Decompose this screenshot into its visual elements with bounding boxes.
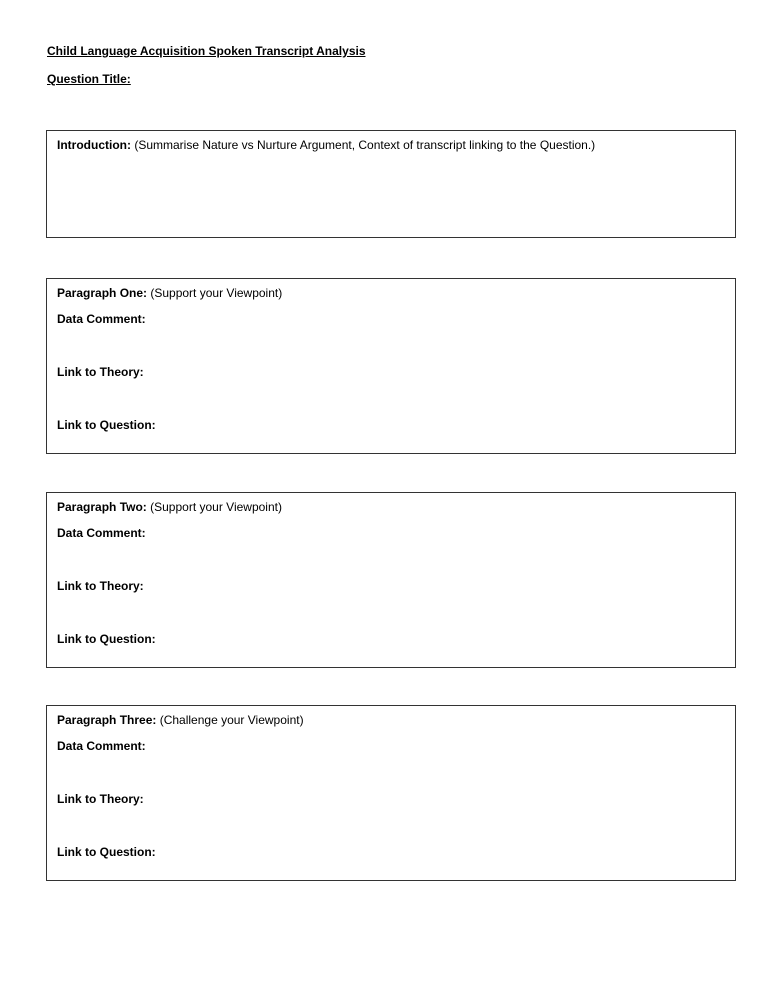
paragraph-three-heading [57, 713, 304, 727]
introduction-label: Introduction: [57, 138, 131, 152]
paragraph-hint: (Support your Viewpoint) [147, 286, 283, 300]
link-theory-label: Link to Theory: [57, 579, 144, 593]
paragraph-label: Paragraph Two: [57, 500, 147, 514]
data-comment-label: Data Comment: [57, 526, 146, 540]
paragraph-label: Paragraph Three: [57, 713, 157, 727]
link-question-label: Link to Question: [57, 845, 156, 859]
data-comment-label: Data Comment: [57, 312, 146, 326]
link-theory-label: Link to Theory: [57, 792, 144, 806]
data-comment-label: Data Comment: [57, 739, 146, 753]
document-title: Child Language Acquisition Spoken Transcript Analysis [47, 44, 366, 58]
paragraph-two-box[interactable] [46, 492, 736, 668]
link-question-label: Link to Question: [57, 632, 156, 646]
link-theory-label: Link to Theory: [57, 365, 144, 379]
paragraph-two-heading [57, 500, 282, 514]
introduction-heading [57, 138, 595, 152]
paragraph-three-box[interactable] [46, 705, 736, 881]
paragraph-label: Paragraph One: [57, 286, 148, 300]
question-title-label: Question Title: [47, 72, 131, 86]
introduction-hint: (Summarise Nature vs Nurture Argument, Context of transcript linking to the Question.) [130, 138, 596, 152]
paragraph-one-heading [57, 286, 282, 300]
paragraph-one-box[interactable] [46, 278, 736, 454]
paragraph-hint: (Challenge your Viewpoint) [156, 713, 304, 727]
introduction-box[interactable] [46, 130, 736, 238]
link-question-label: Link to Question: [57, 418, 156, 432]
paragraph-hint: (Support your Viewpoint) [146, 500, 282, 514]
